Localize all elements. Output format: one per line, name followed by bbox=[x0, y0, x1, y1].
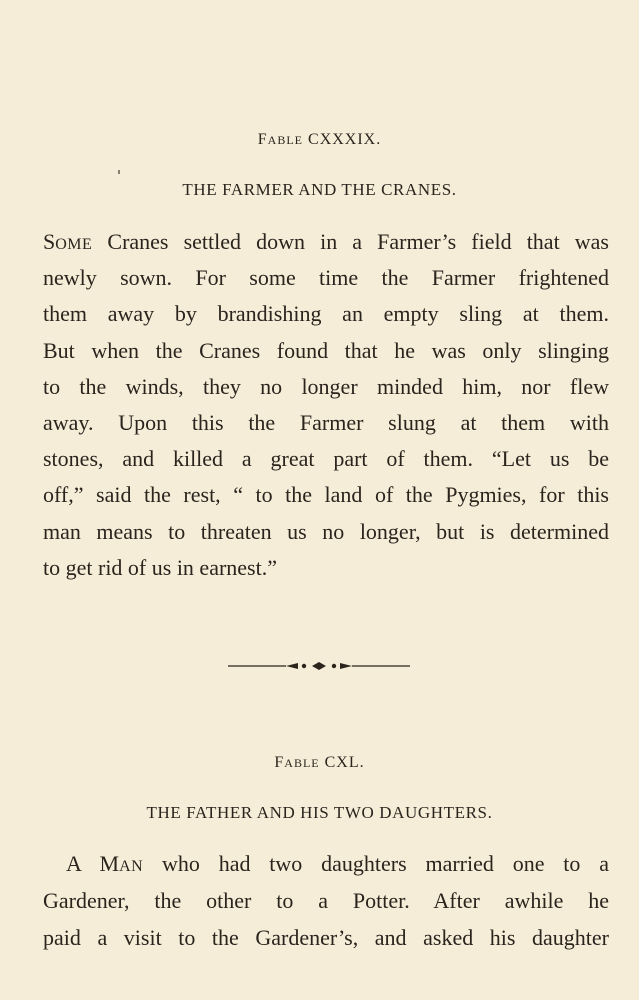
fable-number-heading bbox=[0, 754, 639, 772]
fable-text-line: to get rid of us in earnest.” bbox=[43, 555, 277, 580]
fable-text-line bbox=[43, 224, 609, 263]
fable-text-line: But when the Cranes found that he was only slinging bbox=[43, 338, 609, 363]
fable-label-initial: F bbox=[257, 131, 268, 148]
drop-word-initial: A M bbox=[66, 851, 120, 876]
fable-text-line: off,” said the rest, “ to the land of the Pygmies, for this bbox=[43, 482, 609, 507]
fable-text-line: them away by brandishing an empty sling at them. bbox=[43, 301, 609, 326]
fable-text-fragment: Cranes settled down in a Farmer’s field that was bbox=[92, 229, 609, 254]
fable-text-line: to the winds, they no longer minded him, nor flew bbox=[43, 374, 609, 399]
fable-text-line: Gardener, the other to a Potter. After awhile he bbox=[43, 888, 609, 913]
fable-roman-numeral: CXXXIX. bbox=[308, 131, 382, 148]
fable-text-line bbox=[66, 846, 609, 885]
fable-number-heading bbox=[0, 131, 639, 149]
fable-text-line: newly sown. For some time the Farmer frightened bbox=[43, 265, 609, 290]
drop-word-rest: OME bbox=[55, 236, 93, 253]
drop-word-initial: S bbox=[43, 229, 56, 254]
fable-label-rest: ABLE bbox=[267, 133, 304, 147]
fable-text-line: paid a visit to the Gardener’s, and asked his daughter bbox=[43, 925, 609, 950]
ink-speck bbox=[118, 170, 120, 174]
drop-word-rest: AN bbox=[119, 858, 144, 875]
fable-label-initial: F bbox=[274, 754, 285, 771]
fable-text-fragment: who had two daughters married one to a bbox=[143, 851, 609, 876]
fable-title: THE FARMER AND THE CRANES. bbox=[182, 180, 457, 199]
fable-text-line: man means to threaten us no longer, but is determined bbox=[43, 519, 609, 544]
fable-label-rest: ABLE bbox=[284, 756, 320, 770]
ornamental-divider bbox=[228, 659, 410, 673]
fable-text-line: away. Upon this the Farmer slung at them with bbox=[43, 410, 609, 435]
fable-text-line: stones, and killed a great part of them. “Let us be bbox=[43, 446, 609, 471]
fable-roman-numeral: CXL. bbox=[324, 754, 365, 771]
fable-title: THE FATHER AND HIS TWO DAUGHTERS. bbox=[146, 803, 493, 822]
